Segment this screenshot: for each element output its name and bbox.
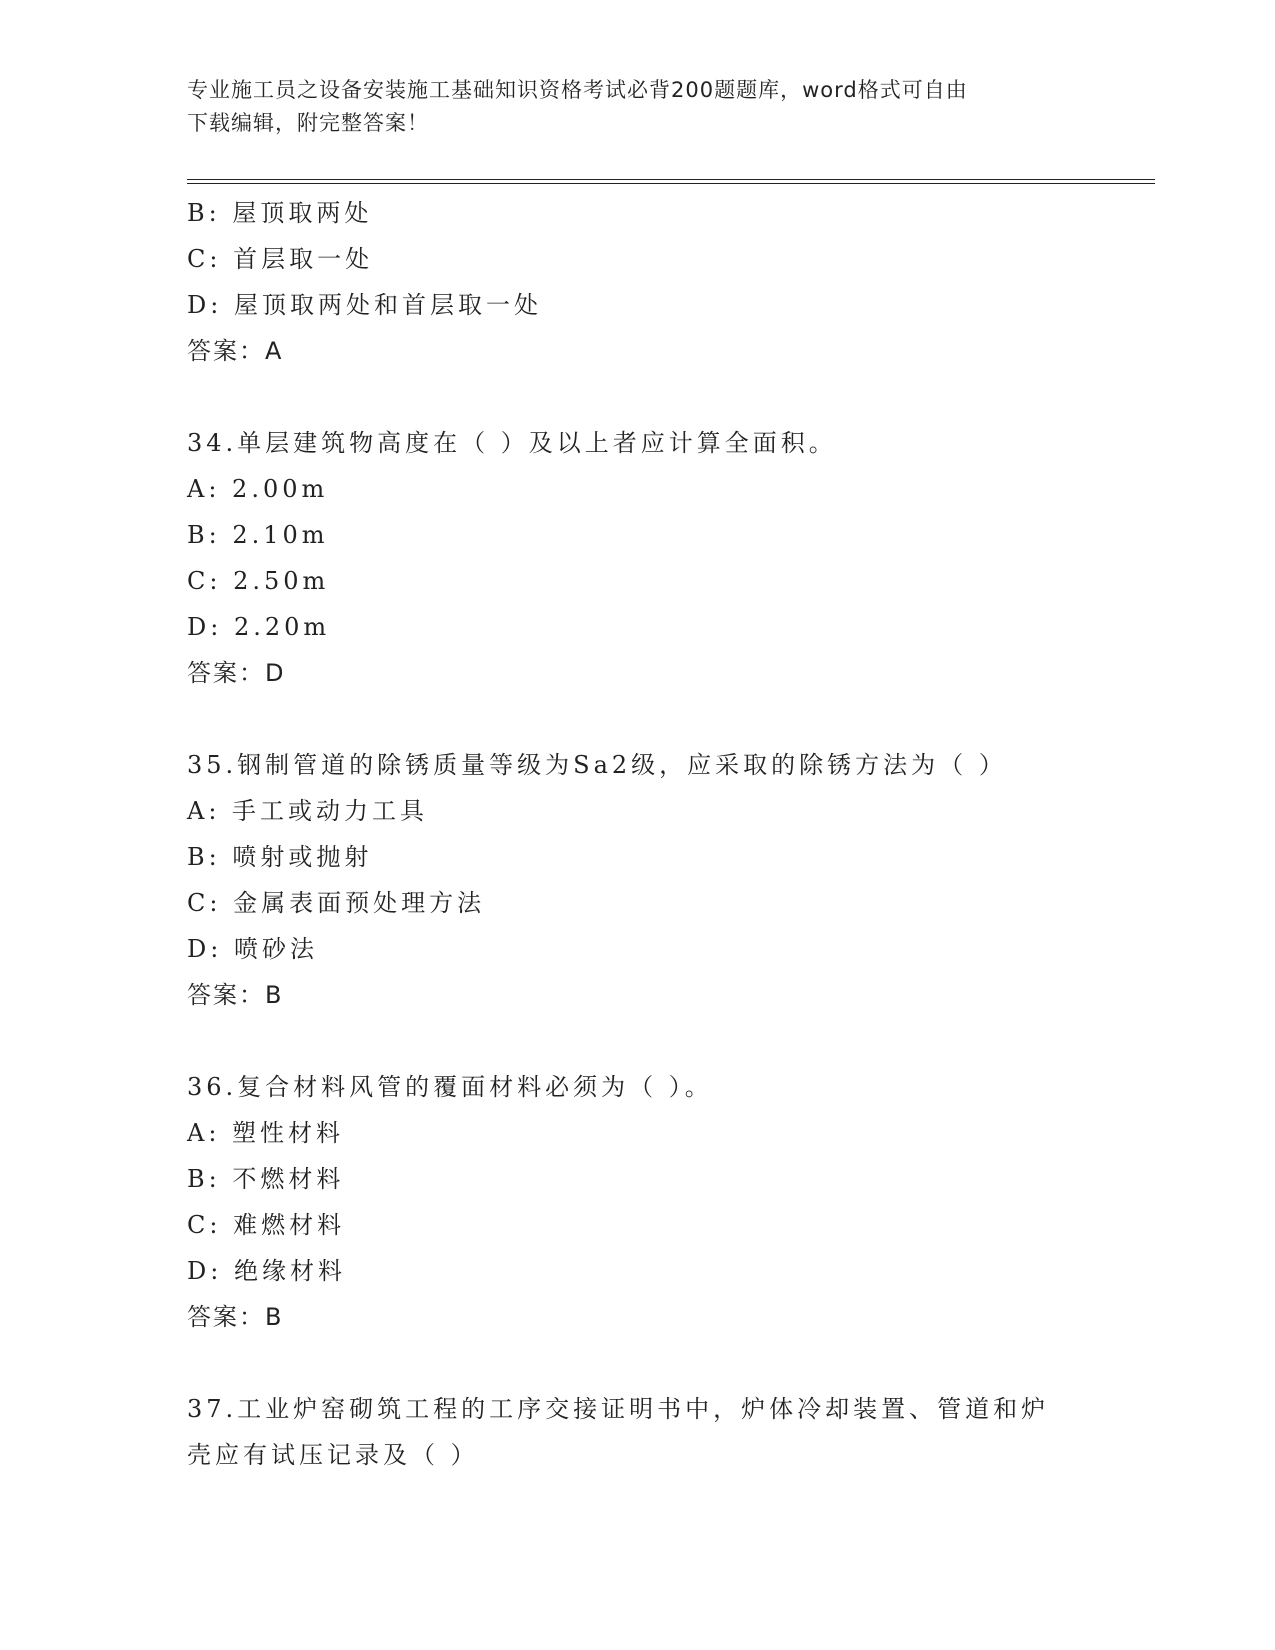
answer: 答案：B bbox=[187, 1303, 284, 1331]
question-33-tail bbox=[187, 190, 1155, 374]
option-c: C: 首层取一处 bbox=[187, 245, 374, 273]
question-37 bbox=[187, 1386, 1155, 1478]
spacer bbox=[187, 1340, 1155, 1386]
option-d: D: 屋顶取两处和首层取一处 bbox=[187, 291, 542, 319]
question-34 bbox=[187, 420, 1155, 696]
spacer bbox=[187, 374, 1155, 420]
question-35 bbox=[187, 742, 1155, 1018]
option-c: C: 金属表面预处理方法 bbox=[187, 889, 486, 917]
header-rule-bottom bbox=[187, 183, 1155, 184]
header-line-1: 专业施工员之设备安装施工基础知识资格考试必背200题题库，word格式可自由 bbox=[187, 78, 968, 102]
option-b: B: 不燃材料 bbox=[187, 1165, 345, 1193]
option-d: D: 绝缘材料 bbox=[187, 1257, 346, 1285]
header-rule-top bbox=[187, 179, 1155, 180]
option-c: C: 难燃材料 bbox=[187, 1211, 346, 1239]
question-stem: 36.复合材料风管的覆面材料必须为（ ）。 bbox=[187, 1073, 713, 1101]
header-line-2: 下载编辑，附完整答案！ bbox=[187, 111, 429, 135]
option-b: B: 屋顶取两处 bbox=[187, 199, 373, 227]
option-a: A: 塑性材料 bbox=[187, 1119, 345, 1147]
spacer bbox=[187, 1018, 1155, 1064]
answer: 答案：D bbox=[187, 659, 286, 687]
option-d: D: 喷砂法 bbox=[187, 935, 318, 963]
question-stem: 37.工业炉窑砌筑工程的工序交接证明书中，炉体冷却装置、管道和炉 bbox=[187, 1395, 1050, 1423]
question-content bbox=[187, 190, 1155, 1478]
option-a: A: 2.00m bbox=[187, 475, 329, 503]
question-stem-continued: 壳应有试压记录及（ ） bbox=[187, 1441, 479, 1469]
option-c: C: 2.50m bbox=[187, 567, 330, 595]
question-stem: 34.单层建筑物高度在（ ）及以上者应计算全面积。 bbox=[187, 429, 837, 457]
spacer bbox=[187, 696, 1155, 742]
question-36 bbox=[187, 1064, 1155, 1340]
option-a: A: 手工或动力工具 bbox=[187, 797, 429, 825]
option-d: D: 2.20m bbox=[187, 613, 331, 641]
option-b: B: 2.10m bbox=[187, 521, 329, 549]
option-b: B: 喷射或抛射 bbox=[187, 843, 373, 871]
document-header bbox=[187, 74, 1087, 140]
answer: 答案：B bbox=[187, 981, 284, 1009]
question-stem: 35.钢制管道的除锈质量等级为Sa2级，应采取的除锈方法为（ ） bbox=[187, 751, 1007, 779]
answer: 答案：A bbox=[187, 337, 284, 365]
